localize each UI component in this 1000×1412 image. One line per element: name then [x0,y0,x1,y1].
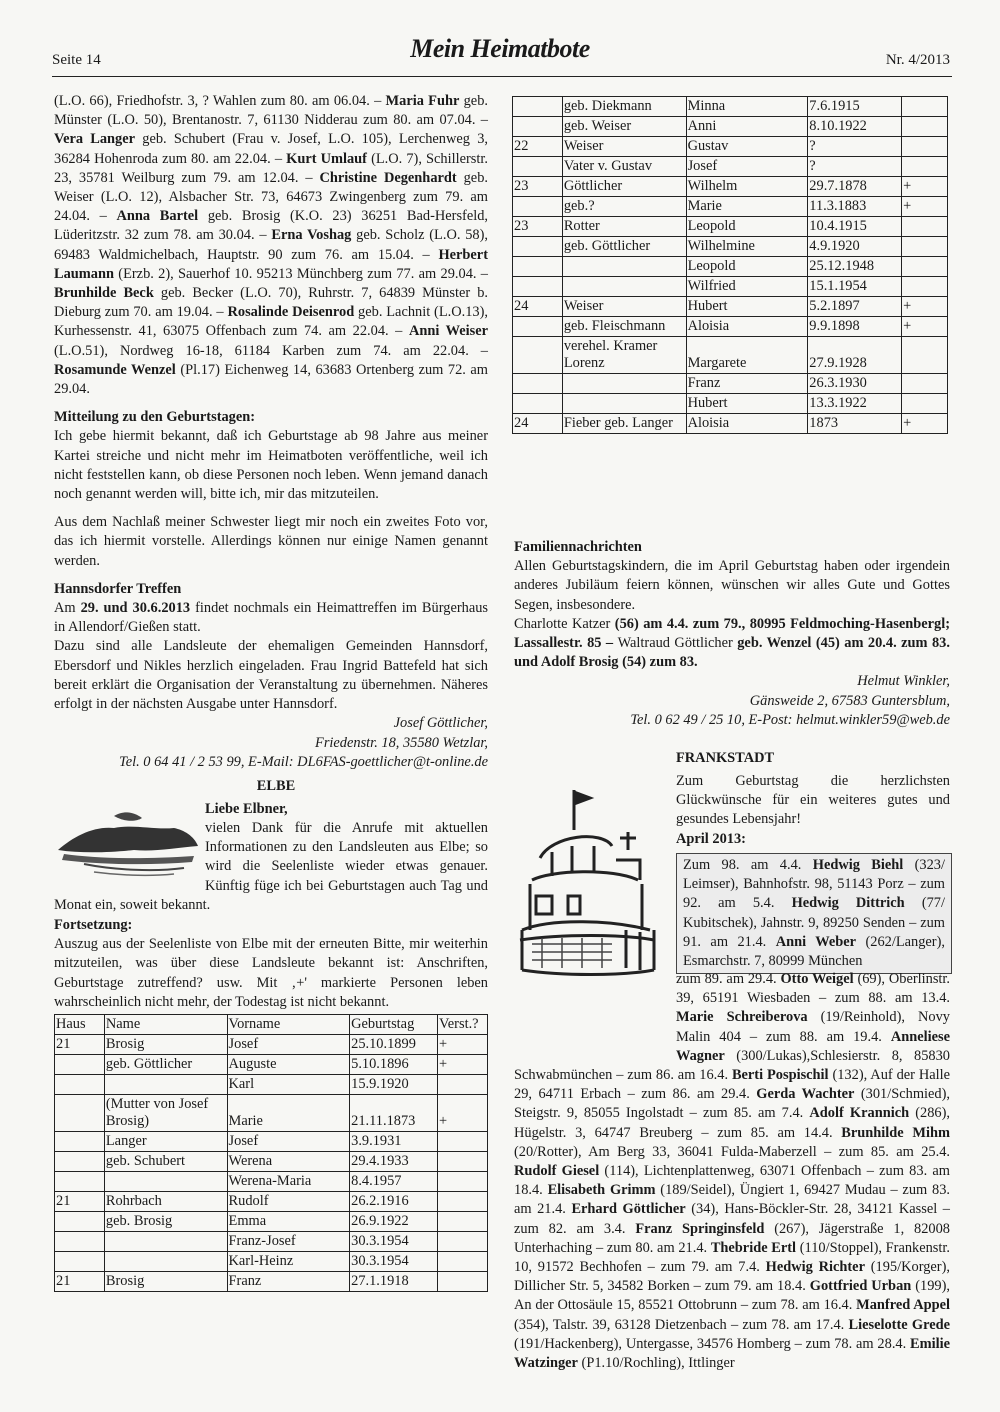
table-row [513,317,948,337]
table-row [513,297,948,317]
cell-haus [513,394,563,414]
cell-geburtstag: ? [808,137,902,157]
cell-vorname: Hubert [686,297,808,317]
cell-haus [513,374,563,394]
cell-name [562,374,686,394]
cell-geburtstag: 26.3.1930 [808,374,902,394]
cell-vorname: Rudolf [227,1192,350,1212]
table-row [55,1075,488,1095]
person-name: Maria Fuhr [385,93,460,109]
signature-address: Friedenstr. 18, 35580 Wetzlar, [315,734,488,751]
cell-vorname: Leopold [686,217,808,237]
frankstadt-intro: Zum Geburtstag die herzlichsten Glückwünsche für ein weiteres gutes und gesundes Lebensjahr! [676,773,950,828]
cell-verst: + [902,197,948,217]
cell-haus: 23 [513,177,563,197]
cell-verst [902,237,948,257]
winkler-contact: Tel. 0 62 49 / 25 10, E-Post: helmut.winkler59@web.de [630,711,950,728]
treffen-heading: Hannsdorfer Treffen [54,580,182,597]
cell-vorname: Karl [227,1075,350,1095]
cell-name: Langer [104,1132,227,1152]
familien-heading: Familiennachrichten [514,539,642,555]
person-name: Marie Schreiberova [676,1009,808,1026]
entry-text: (354), Talstr. 39, 63128 Dietzenbach – zum 78. am 17.4. [514,1316,849,1333]
entry-text: geb. Lachnit (L.O.13), Kurhessenstr. 41, 63075 Offenbach zum 74. am 22.04. – [54,304,489,340]
entry-text: (300/Lukas),Schlesierstr. 8, 85830 Schwabmünchen – zum 86. am 16.4. [514,1047,950,1084]
header-rule [52,76,952,77]
person-name: Anni Weiser [408,323,489,340]
cell-verst [902,117,948,137]
cell-verst [902,394,948,414]
person-name: Berti Pospischil [731,1067,829,1084]
cell-vorname: Aloisia [686,317,808,337]
cell-geburtstag: 21.11.1873 [350,1095,438,1132]
col-name: Name [104,1015,227,1035]
mitteilung-heading: Mitteilung zu den Geburtstagen: [54,409,256,426]
entry-text: geb. Münster (L.O. 50), Brentanostr. 7, 61130 Nidderau zum 80. am 07.04. – [54,93,488,129]
cell-name: geb.? [562,197,686,217]
cell-name [562,394,686,414]
entry-text: (195/Korger), Dillicher Str. 5, 34582 Borken – zum 79. am 18.4. [514,1259,950,1295]
entry-text: Waltraud Göttlicher [617,635,733,652]
cell-verst [438,1132,488,1152]
person-name: Vera Langer [54,131,136,148]
table-row [513,157,948,177]
person-name: Rosamunde Wenzel [54,361,176,378]
person-name: (56) am 4.4. zum 79., 80995 Feldmoching-Hasenbergl; Lassallestr. 85 – [514,615,950,652]
entry-text: (267), Jägerstraße 1, 82008 Unterhaching – zum 80. am 21.4. [514,1220,951,1256]
cell-geburtstag: 25.10.1899 [350,1035,438,1055]
cell-haus [55,1075,105,1095]
table-row [513,374,948,394]
cell-name: geb. Göttlicher [562,237,686,257]
table-row [513,217,948,237]
cell-vorname: Franz [686,374,808,394]
table-row [513,197,948,217]
cell-geburtstag: 13.3.1922 [808,394,902,414]
cell-vorname: Josef [686,157,808,177]
cell-haus [513,277,563,297]
cell-haus [513,157,563,177]
cell-vorname: Leopold [686,257,808,277]
masthead-title: Mein Heimatbote [410,34,590,63]
entry-text: (114), Lichtenplattenweg, 63071 Offenbach – zum 83. am 18.4. [514,1163,950,1199]
person-name: Anni Weber [775,933,857,950]
cell-vorname: Josef [227,1132,350,1152]
entry-text: zum 89. am 29.4. [676,971,781,987]
cell-haus: 24 [513,297,563,317]
cell-vorname: Wilhelmine [686,237,808,257]
cell-name: (Mutter von Josef Brosig) [104,1095,227,1132]
entry-text: geb. Becker (L.O. 70), Ruhrstr. 7, 64839 Münster b. Dieburg zum 70. am 19.04. – [54,285,488,321]
cell-geburtstag: 27.9.1928 [808,337,902,374]
cell-vorname: Hubert [686,394,808,414]
elbe-intro: Liebe Elbner, [205,801,288,817]
table-row [55,1232,488,1252]
mitteilung-text: Ich gebe hiermit bekannt, daß ich Geburtstage ab 98 Jahre aus meiner Kartei streiche und nicht mehr im Heimatboten veröffentliche, weil ich nicht feststellen kann, ob diese Personen noch leben. Wenn jemand danach noch genannt werden will, bitte ich, mir das mitzuteilen. [54,428,488,503]
person-name: Rudolf Giesel [514,1163,600,1180]
cell-geburtstag: 1873 [808,414,902,434]
cell-verst [438,1212,488,1232]
cell-geburtstag: 30.3.1954 [350,1252,438,1272]
cell-haus [513,197,563,217]
person-name: Rosalinde Deisenrod [227,304,355,321]
elbe-text-block [54,819,488,915]
person-name: Gerda Wachter [756,1086,855,1103]
cell-name [104,1252,227,1272]
familien-names [514,615,950,673]
table-row [513,177,948,197]
elbe-table-left [54,1014,488,1292]
cell-verst: + [902,414,948,434]
entry-text: geb. Scholz (L.O. 58), 69483 Waldmichelbach, Hauptstr. 90 zum 76. am 15.04. – [54,227,489,263]
birthday-list [54,92,488,399]
cell-vorname: Werena-Maria [227,1172,350,1192]
person-name: Manfred Appel [856,1297,950,1314]
cell-vorname: Wilhelm [686,177,808,197]
cell-geburtstag: 29.4.1933 [350,1152,438,1172]
cell-vorname: Emma [227,1212,350,1232]
cell-name [104,1172,227,1192]
cell-geburtstag: 10.4.1915 [808,217,902,237]
cell-vorname: Marie [686,197,808,217]
issue-number: Nr. 4/2013 [885,52,950,68]
entry-text: geb. Brosig (K.O. 23) 36251 Bad-Hersfeld, Lüderitzstr. 32 zum 78. am 30.04. – [54,208,489,244]
table-row [55,1152,488,1172]
fortsetzung-text: Auszug aus der Seelenliste von Elbe mit der erneuten Bitte, mir weiterhin mitzuteilen, was über diese Landsleute bekannt ist: Anschriften, Geburtstage zutreffend? usw. Mit ‚+' markierte Personen leben wahrscheinlich nicht mehr, der Todestag ist nicht bekannt. [54,936,488,1010]
cell-verst [902,217,948,237]
cell-haus: 23 [513,217,563,237]
entry-text: (P1.10/Rochling), Ittlinger [577,1355,735,1372]
table-row [55,1272,488,1292]
cell-vorname: Franz-Josef [227,1232,350,1252]
entry-text: (L.O.51), Nordweg 16-18, 61184 Karben zum 74. am 22.04. – [54,342,488,359]
cell-name: Vater v. Gustav [562,157,686,177]
cell-verst: + [438,1095,488,1132]
cell-verst: + [438,1035,488,1055]
cell-name: Weiser [562,297,686,317]
cell-name: geb. Weiser [562,117,686,137]
entry-text: (301/Schmied), Steigstr. 9, 85055 Ingolstadt – zum 85. am 7.4. [514,1086,950,1122]
cell-name: geb. Schubert [104,1152,227,1172]
cell-vorname: Josef [227,1035,350,1055]
person-name: Lieselotte Grede [848,1316,950,1333]
treffen-text-2: Dazu sind alle Landsleute der ehemaligen Gemeinden Hannsdorf, Ebersdorf und Nikles herzlich eingeladen. Frau Ingrid Battefeld hat sich bereit erklärt die Organisation der Veranstaltung zu übernehmen. Näheres erfolgt in der nächsten Ausgabe unter Hannsdorf. [54,638,488,713]
person-name: Erhard Göttlicher [571,1201,686,1218]
elbe-text: vielen Dank für die Anrufe mit aktuellen Informationen zu den Landsleuten aus Elbe; so wird die Seelenliste wieder etwas genauer. Künftig füge ich bei Geburtstagen auch Tag und Monat ein, soweit bekannt. [54,820,488,913]
person-name: Franz Springinsfeld [635,1220,765,1237]
table-row [55,1252,488,1272]
entry-text: (199), An der Ottosäule 15, 85521 Ottobrunn – zum 78. am 16.4. [514,1278,950,1314]
cell-haus [513,337,563,374]
cell-haus: 21 [55,1035,105,1055]
cell-verst [902,277,948,297]
entry-text: (69), Oberlinstr. 39, 65191 Wiesbaden – zum 88. am 13.4. [676,971,951,1007]
familien-block [514,538,950,730]
cell-name: Fieber geb. Langer [562,414,686,434]
cell-name [104,1075,227,1095]
cell-geburtstag: 26.9.1922 [350,1212,438,1232]
cell-verst: + [902,177,948,197]
signature-name: Josef Göttlicher, [393,715,488,732]
cell-verst [902,137,948,157]
person-name: Hedwig Dittrich [791,895,905,912]
cell-haus [513,237,563,257]
left-column [54,92,488,772]
person-name: geb. Wenzel (45) am 20.4. zum 83. und Adolf Brosig (54) zum 83. [514,635,950,671]
cell-geburtstag: 3.9.1931 [350,1132,438,1152]
col-vorname: Vorname [227,1015,350,1035]
entry-text: (191/Hackenberg), Untergasse, 34576 Homberg – zum 78. am 28.4. [514,1335,911,1352]
cell-name: Brosig [104,1272,227,1292]
winkler-address: Gänsweide 2, 67583 Guntersblum, [749,692,950,709]
fortsetzung-block [54,916,488,1012]
person-name: Brunhilde Beck [54,285,154,302]
cell-haus [55,1212,105,1232]
cell-name: Brosig [104,1035,227,1055]
cell-verst [438,1272,488,1292]
winkler-name: Helmut Winkler, [857,673,950,690]
entry-text: (77/ Kubitschek), Jahnstr. 9, 89250 Senden – zum 91. am 21.4. [683,895,945,950]
person-name: Hedwig Richter [765,1259,865,1276]
cell-geburtstag: 4.9.1920 [808,237,902,257]
treffen-text: Am 29. und 30.6.2013 findet nochmals ein Heimattreffen im Bürgerhaus in Allendorf/Gießen statt. [54,600,488,636]
cell-name: geb. Diekmann [562,97,686,117]
person-name: Hedwig Biehl [812,857,904,873]
person-name: Anna Bartel [116,208,199,225]
cell-verst [902,257,948,277]
entry-text: (19/Reinhold), Novy Malin 404 – zum 88. am 19.4. [676,1009,950,1045]
col-geburtstag: Geburtstag [350,1015,438,1035]
cell-haus [513,257,563,277]
entry-text: (323/ Leimser), Bahnhofstr. 98, 51143 Porz – zum 92. am 5.4. [683,857,945,912]
table-row [55,1172,488,1192]
entry-text: (110/Stoppel), Frankenstr. 10, 91572 Bechhofen – zum 79. am 7.4. [514,1239,951,1276]
cell-haus: 21 [55,1192,105,1212]
cell-haus [55,1095,105,1132]
entry-text: (189/Seidel), Üngiert 1, 69427 Mudau – zum 83. am 21.4. [514,1182,950,1218]
person-name: Kurt Umlauf [286,150,367,167]
cell-geburtstag: 5.10.1896 [350,1055,438,1075]
person-name: Christine Degenhardt [319,169,457,186]
cell-name: Rohrbach [104,1192,227,1212]
person-name: Brunhilde Mihm [841,1124,950,1141]
elbe-title: ELBE [256,778,296,794]
cell-name: Göttlicher [562,177,686,197]
entry-text: (34), Hans-Böckler-Str. 28, 34121 Kassel – zum 82. am 3.4. [514,1201,950,1237]
frankstadt-list [514,970,950,1373]
cell-name [104,1232,227,1252]
cell-geburtstag: 11.3.1883 [808,197,902,217]
cell-geburtstag: 15.1.1954 [808,277,902,297]
cell-haus [55,1055,105,1075]
elbe-table-right [512,96,948,434]
col-verst: Verst.? [438,1015,488,1035]
table-row [513,394,948,414]
entry-text: Charlotte Katzer [514,615,611,632]
cell-geburtstag: 27.1.1918 [350,1272,438,1292]
table-row [55,1055,488,1075]
table-header-row [55,1015,488,1035]
cell-haus: 22 [513,137,563,157]
cell-haus: 24 [513,414,563,434]
cell-verst [438,1172,488,1192]
person-name: Herbert Laumann [54,246,488,282]
person-name: Anneliese Wagner [676,1028,950,1064]
cell-geburtstag: 7.6.1915 [808,97,902,117]
cell-haus: 21 [55,1272,105,1292]
table-row [513,257,948,277]
table-row [513,277,948,297]
cell-geburtstag: 8.10.1922 [808,117,902,137]
frankstadt-highlight-box [676,853,952,974]
person-name: Gottfried Urban [809,1278,912,1295]
entry-text: (L.O. 7), Schillerstr. 23, 35781 Weilburg zum 79. am 12.04. – [54,150,488,186]
entry-text: geb. Weiser (L.O. 12), Alsbacher Str. 73, 64673 Zwingenberg zum 79. am 24.04. – [54,169,488,225]
cell-geburtstag: ? [808,157,902,177]
cell-vorname: Gustav [686,137,808,157]
entry-text: (20/Rotter), Am Berg 33, 36041 Fulda-Maberzell – zum 85. am 25.4. [514,1143,950,1160]
frankstadt-title: FRANKSTADT [676,750,775,766]
cell-haus [513,117,563,137]
entry-text: (262/Langer), Esmarchstr. 7, 80999 München [683,933,945,970]
cell-verst [438,1152,488,1172]
page-number: Seite 14 [52,52,101,68]
table-row [513,414,948,434]
entry-text: (286), Hügelstr. 3, 64747 Breuberg – zum 85. am 14.4. [514,1105,950,1141]
person-name: Adolf Krannich [809,1105,910,1122]
cell-vorname: Werena [227,1152,350,1172]
cell-geburtstag: 25.12.1948 [808,257,902,277]
col-haus: Haus [55,1015,105,1035]
table-row [55,1035,488,1055]
person-name: Otto Weigel [780,971,854,987]
cell-geburtstag: 26.2.1916 [350,1192,438,1212]
table-row [513,137,948,157]
cell-name [562,277,686,297]
cell-haus [513,317,563,337]
table-row [55,1095,488,1132]
frankstadt-month: April 2013: [676,830,746,847]
cell-name [562,257,686,277]
cell-geburtstag: 8.4.1957 [350,1172,438,1192]
cell-vorname: Minna [686,97,808,117]
cell-vorname: Franz [227,1272,350,1292]
cell-name: Weiser [562,137,686,157]
cell-vorname: Margarete [686,337,808,374]
entry-text: Zum 98. am 4.4. [683,857,813,873]
cell-haus [513,97,563,117]
cell-verst [438,1192,488,1212]
frankstadt-intro-block [676,772,950,849]
entry-text: geb. Schubert (Frau v. Josef, L.O. 105), Lerchenweg 3, 36284 Hohenroda zum 80. am 22.04. – [54,131,488,167]
entry-text: (Erzb. 2), Sauerhof 10. 95213 Münchberg zum 77. am 29.04. – [114,265,488,282]
cell-name: Rotter [562,217,686,237]
cell-verst: + [902,297,948,317]
table-row [513,237,948,257]
cell-verst: + [438,1055,488,1075]
table-row [55,1212,488,1232]
person-name: Elisabeth Grimm [547,1182,656,1199]
cell-vorname: Karl-Heinz [227,1252,350,1272]
cell-vorname: Marie [227,1095,350,1132]
nachlass-text: Aus dem Nachlaß meiner Schwester liegt mir noch ein zweites Foto vor, das ich hiermit vorstelle. Allerdings können nur einige Namen genannt werden. [54,514,488,569]
cell-name: verehel. Kramer Lorenz [562,337,686,374]
cell-haus [55,1232,105,1252]
fortsetzung-heading: Fortsetzung: [54,917,133,933]
entry-text: (132), Auf der Halle 29, 64711 Erbach – zum 86. am 29.4. [514,1067,950,1103]
cell-haus [55,1152,105,1172]
table-row [513,117,948,137]
cell-vorname: Anni [686,117,808,137]
table-row [513,337,948,374]
entry-text: (Pl.17) Eichenweg 14, 63683 Ortenberg zum 72. am 29.04. [54,361,488,398]
cell-geburtstag: 15.9.1920 [350,1075,438,1095]
person-name: Thebride Ertl [710,1239,797,1256]
cell-name: geb. Fleischmann [562,317,686,337]
cell-verst [902,374,948,394]
cell-verst [438,1252,488,1272]
entry-text: (L.O. 66), Friedhofstr. 3, ? Wahlen zum 80. am 06.04. – [54,93,386,109]
cell-haus [55,1132,105,1152]
person-name: Erna Voshag [271,227,352,244]
cell-vorname: Auguste [227,1055,350,1075]
cell-verst [902,337,948,374]
cell-vorname: Wilfried [686,277,808,297]
cell-geburtstag: 30.3.1954 [350,1232,438,1252]
cell-geburtstag: 9.9.1898 [808,317,902,337]
familien-text: Allen Geburtstagskindern, die im April Geburtstag haben oder irgendein anderes Jubiläum feiern können, wünschen wir alles Gute und Gottes Segen, insbesondere. [514,558,950,613]
cell-verst [902,97,948,117]
signature-contact: Tel. 0 64 41 / 2 53 99, E-Mail: DL6FAS-goettlicher@t-online.de [119,753,488,770]
cell-geburtstag: 29.7.1878 [808,177,902,197]
cell-verst [438,1075,488,1095]
cell-name: geb. Göttlicher [104,1055,227,1075]
cell-geburtstag: 5.2.1897 [808,297,902,317]
table-row [55,1192,488,1212]
cell-verst [438,1232,488,1252]
cell-verst [902,157,948,177]
cell-vorname: Aloisia [686,414,808,434]
cell-verst: + [902,317,948,337]
castle-sketch-icon [512,780,664,985]
cell-haus [55,1172,105,1192]
cell-name: geb. Brosig [104,1212,227,1232]
person-name: Emilie Watzinger [514,1335,950,1372]
cell-haus [55,1252,105,1272]
table-row [513,97,948,117]
table-row [55,1132,488,1152]
